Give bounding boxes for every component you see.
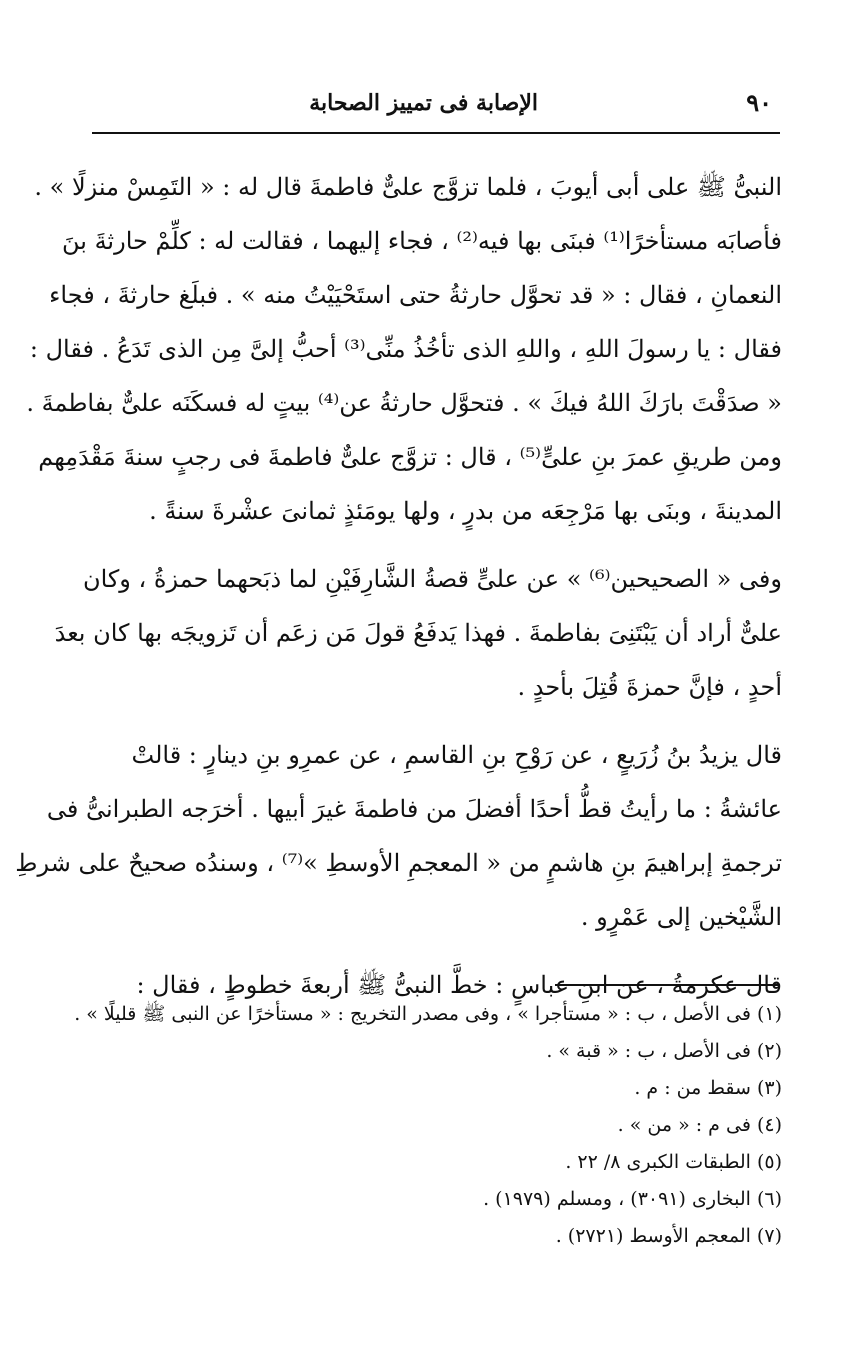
paragraph-2 — [54, 552, 782, 714]
text-line: فأصابَه مستأخرًا⁽¹⁾ فبنَى بها فيه⁽²⁾ ، فجاء إليهما ، فقالت له : كلِّمْ حارثةَ بنَ — [61, 227, 782, 255]
page-header — [92, 86, 778, 120]
text-line: فقال : يا رسولَ اللهِ ، واللهِ الذى تأخُذُ منِّى⁽³⁾ أحبُّ إلىَّ مِن الذى تَدَعُ . فقال : — [29, 335, 782, 363]
footnote: (١) فى الأصل ، ب : « مستأجرا » ، وفى مصدر التخريج : « مستأخرًا عن النبى ﷺ قليلًا » . — [74, 1003, 782, 1025]
main-text — [15, 160, 782, 1012]
text-line: النعمانِ ، فقال : « قد تحوَّل حارثةُ حتى استَحْيَيْتُ منه » . فبلَغ حارثةَ ، فجاء — [49, 281, 782, 309]
footnote: (٤) فى م : « من » . — [617, 1114, 782, 1136]
text-line: وفى « الصحيحين⁽⁶⁾ » عن علىٍّ قصةُ الشَّارِفَيْنِ لما ذبَحهما حمزةُ ، وكان — [82, 565, 782, 593]
paragraph-3 — [15, 728, 782, 944]
footnote: (٢) فى الأصل ، ب : « قبة » . — [546, 1040, 782, 1062]
footnote-rule — [555, 984, 780, 986]
text-line: ترجمةِ إبراهيمَ بنِ هاشمٍ من « المعجمِ الأوسطِ »⁽⁷⁾ ، وسندُه صحيحٌ على شرطِ — [15, 849, 782, 877]
text-line: عائشةُ : ما رأيتُ قطُّ أحدًا أفضلَ من فاطمةَ غيرَ أبيها . أخرَجه الطبرانىُّ فى — [46, 795, 782, 823]
footnote: (٥) الطبقات الكبرى ٨/ ٢٢ . — [565, 1151, 782, 1173]
text-line: قال عكرمةُ ، عن ابنِ عباسٍ : خطَّ النبىُّ ﷺ أربعةَ خطوطٍ ، فقال : — [136, 971, 782, 999]
footnote: (٧) المعجم الأوسط (٢٧٢١) . — [555, 1225, 782, 1247]
text-line: النبىُّ ﷺ على أبى أيوبَ ، فلما تزوَّج علىٌّ فاطمةَ قال له : « التَمِسْ منزلًا » . — [34, 173, 782, 201]
page-number: ٩٠ — [746, 88, 772, 117]
text-line: المدينةَ ، وبنَى بها مَرْجِعَه من بدرٍ ، ولها يومَئذٍ ثمانىَ عشْرةَ سنةً . — [149, 497, 782, 525]
footnote: (٣) سقط من : م . — [634, 1077, 782, 1099]
text-line: علىٌّ أراد أن يَبْتَنِىَ بفاطمةَ . فهذا يَدفَعُ قولَ مَن زعَم أن تَزويجَه بها كان بعدَ — [54, 619, 782, 647]
text-line: قال يزيدُ بنُ زُرَيعٍ ، عن رَوْحِ بنِ القاسمِ ، عن عمرِو بنِ دينارٍ : قالتْ — [131, 741, 782, 769]
paragraph-1 — [26, 160, 782, 538]
text-line: « صدَقْتَ بارَكَ اللهُ فيكَ » . فتحوَّل حارثةُ عن⁽⁴⁾ بيتٍ له فسكَنَه علىٌّ بفاطمةَ . — [26, 389, 782, 417]
text-line: الشَّيْخين إلى عَمْرٍو . — [580, 903, 782, 931]
text-line: ومن طريقِ عمرَ بنِ علىٍّ⁽⁵⁾ ، قال : تزوَّج علىٌّ فاطمةَ فى رجبٍ سنةَ مَقْدَمِهم — [38, 443, 782, 471]
text-line: أحدٍ ، فإنَّ حمزةَ قُتِلَ بأحدٍ . — [517, 673, 782, 701]
header-rule — [92, 132, 780, 134]
running-title: الإصابة فى تمييز الصحابة — [309, 90, 538, 116]
footnotes — [74, 996, 782, 1255]
footnote: (٦) البخارى (٣٠٩١) ، ومسلم (١٩٧٩) . — [483, 1188, 782, 1210]
